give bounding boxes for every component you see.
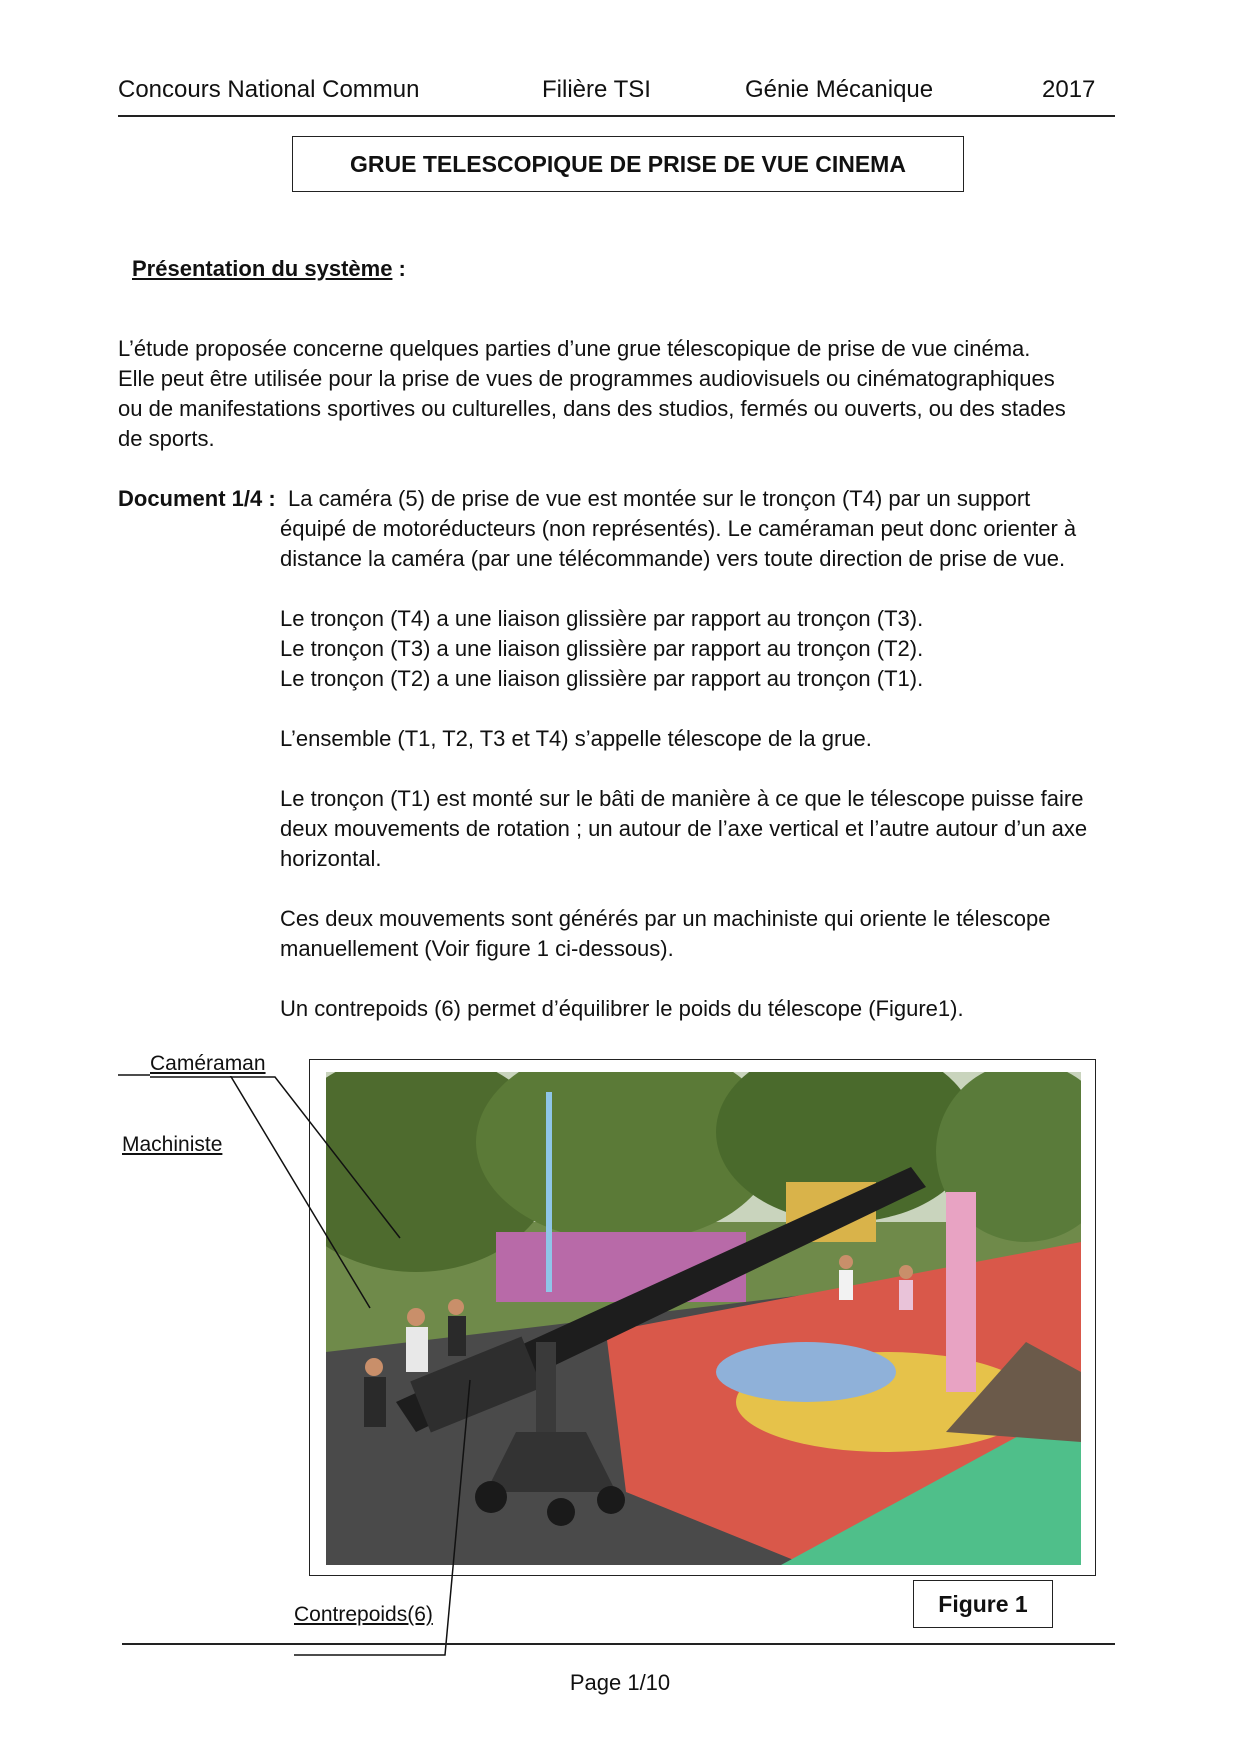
header-year: 2017 xyxy=(1042,76,1096,103)
header-subject: Génie Mécanique xyxy=(745,76,934,103)
intro-paragraph: L’étude proposée concerne quelques parties d’une grue télescopique de prise de vue cinéma. Elle peut être utilisée pour la prise de vues de programmes audiovisuels ou cinématographiques ou de manifestations sportives ou culturelles, dans des studios, fermés ou ouverts, ou des stades de sports. xyxy=(118,336,1066,451)
header-exam: Concours National Commun xyxy=(118,76,420,103)
machinist-leader xyxy=(118,1075,370,1308)
annotation-machinist: Machiniste xyxy=(122,1133,223,1156)
slide-joints: Le tronçon (T4) a une liaison glissière par rapport au tronçon (T3). Le tronçon (T3) a une liaison glissière par rapport au tronçon (T2). Le tronçon (T2) a une liaison glissière par rapport au tronçon (T1). xyxy=(280,606,924,691)
annotation-counterweight: Contrepoids(6) xyxy=(294,1603,433,1626)
document-title: GRUE TELESCOPIQUE DE PRISE DE VUE CINEMA xyxy=(292,136,964,192)
counterweight-text: Un contrepoids (6) permet d’équilibrer le poids du télescope (Figure1). xyxy=(280,996,964,1021)
document-intro: La caméra (5) de prise de vue est montée sur le tronçon (T4) par un support xyxy=(288,486,1031,511)
ensemble-text: L’ensemble (T1, T2, T3 et T4) s’appelle télescope de la grue. xyxy=(280,726,872,751)
cameraman-leader xyxy=(150,1077,400,1238)
footer-rule xyxy=(122,1643,1115,1645)
annotation-cameraman: Caméraman xyxy=(150,1052,266,1075)
document-intro-cont: équipé de motoréducteurs (non représentés). Le caméraman peut donc orienter à distance la caméra (par une télécommande) vers toute direction de prise de vue. xyxy=(280,516,1077,571)
header-track: Filière TSI xyxy=(542,76,651,103)
section-heading: Présentation du système : xyxy=(132,256,406,281)
document-label: Document 1/4 : xyxy=(118,486,276,511)
machinist-paragraph: Ces deux mouvements sont générés par un machiniste qui oriente le télescope manuellement (Voir figure 1 ci-dessous). xyxy=(280,906,1051,961)
page-number: Page 1/10 xyxy=(569,1670,671,1695)
figure-label: Figure 1 xyxy=(913,1580,1053,1628)
rotation-paragraph: Le tronçon (T1) est monté sur le bâti de manière à ce que le télescope puisse faire deux mouvements de rotation ; un autour de l’axe vertical et l’autre autour d’un axe horizontal. xyxy=(280,786,1088,871)
